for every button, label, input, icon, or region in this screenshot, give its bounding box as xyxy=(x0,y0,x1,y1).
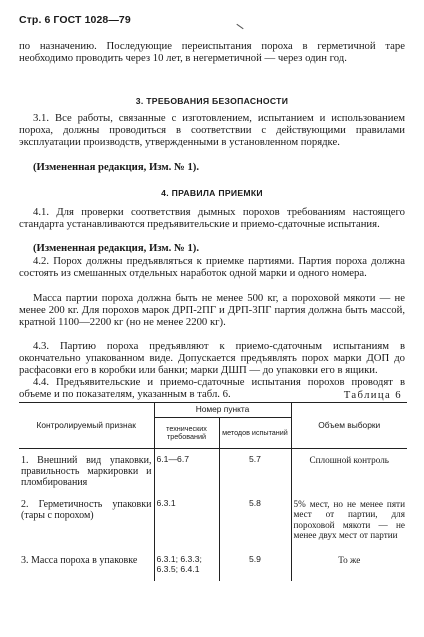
scan-mark xyxy=(236,24,243,29)
tech-cell: 6.3.1 xyxy=(154,497,219,553)
clause-4-2: 4.2. Порох должны предъявляться к приемке партиями. Партия пороха должна состоять из смешанных отдельных наработок одной марки и одного номера. xyxy=(19,255,405,280)
header-sample-volume: Объем выборки xyxy=(291,403,407,449)
volume-cell: То же xyxy=(291,553,407,581)
criterion-cell: 1. Внешний вид упаковки, правильность маркировки и пломбирования xyxy=(21,455,152,488)
criterion-cell: 2. Герметичность упаковки (тары с порохом) xyxy=(21,499,152,521)
table-caption: Таблица 6 xyxy=(343,389,402,401)
section-3-title: 3. ТРЕБОВАНИЯ БЕЗОПАСНОСТИ xyxy=(135,96,289,106)
volume-cell: 5% мест, но не менее пяти мест от партии, для пороховой мякоти — не менее двух мест от партии xyxy=(291,497,407,553)
tech-cell: 6.3.1; 6.3.3; 6.3.5; 6.4.1 xyxy=(154,553,219,581)
header-item-number: Номер пункта xyxy=(154,403,291,418)
table-row xyxy=(19,497,407,553)
volume-cell: Сплошной контроль xyxy=(291,449,407,498)
clause-3-1: 3.1. Все работы, связанные с изготовлением, испытанием и использованием пороха, должны проводиться в соответствии с действующими правилами эксплуатации производств, утвержденными в установленном порядке. xyxy=(19,112,405,149)
methods-cell: 5.8 xyxy=(219,497,291,553)
criterion-cell: 3. Масса пороха в упаковке xyxy=(21,555,138,566)
section-4-title: 4. ПРАВИЛА ПРИЕМКИ xyxy=(161,188,263,198)
header-criterion: Контролируемый признак xyxy=(19,403,154,449)
methods-cell: 5.9 xyxy=(219,553,291,581)
page-header: Стр. 6 ГОСТ 1028—79 xyxy=(19,14,131,26)
table-row xyxy=(19,553,407,581)
header-test-methods: методов испытаний xyxy=(219,418,291,449)
revision-note-3: (Измененная редакция, Изм. № 1). xyxy=(33,161,200,173)
header-technical-requirements: технических требований xyxy=(154,418,219,449)
clause-4-2-mass: Масса партии пороха должна быть не менее 500 кг, а пороховой мякоти — не менее 200 кг. Для порохов марок ДРП-2ПГ и ДРП-3ПГ партия должна быть массой, кратной 1100—2200 кг (но не менее 2200 кг). xyxy=(19,292,405,329)
clause-4-4: 4.4. Предъявительские и приемо-сдаточные испытания порохов проводят в объеме и по показателям, указанным в табл. 6. xyxy=(19,376,405,401)
clause-4-3: 4.3. Партию пороха предъявляют к приемо-сдаточным испытаниям в окончательно упакованном виде. Допускается предъявлять порох марки ДОП до расфасовки его в коробки или банки; марки ДШП — до упаковки его в ящики. xyxy=(19,340,405,377)
methods-cell: 5.7 xyxy=(219,449,291,498)
tech-cell: 6.1—6.7 xyxy=(154,449,219,498)
clause-4-1: 4.1. Для проверки соответствия дымных порохов требованиям настоящего стандарта устанавливаются предъявительские и приемо-сдаточные испытания. xyxy=(19,206,405,231)
table-row xyxy=(19,449,407,498)
acceptance-table xyxy=(19,402,407,581)
revision-note-4: (Измененная редакция, Изм. № 1). xyxy=(33,242,200,254)
intro-paragraph: по назначению. Последующие переиспытания пороха в герметичной таре необходимо проводить через 10 лет, в негерметичной — через один год. xyxy=(19,40,405,65)
